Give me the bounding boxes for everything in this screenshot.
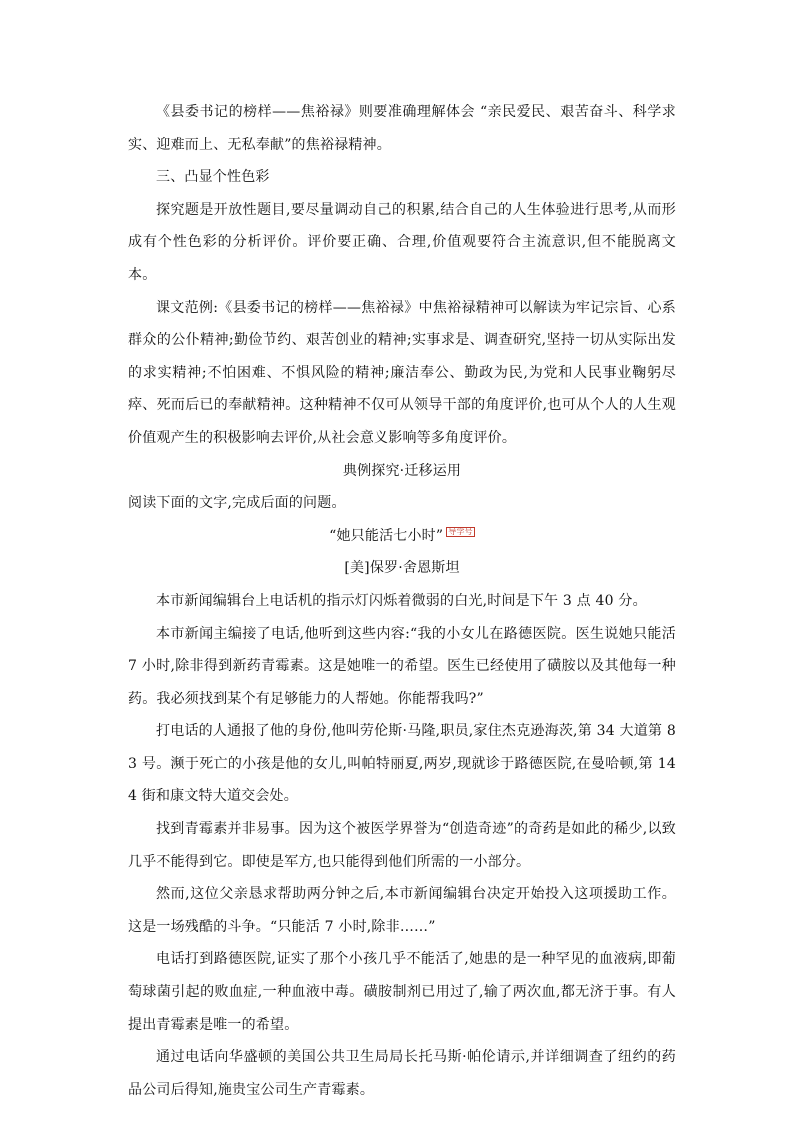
article-paragraph: 通过电话向华盛顿的美国公共卫生局局长托马斯·帕伦请示,并详细调查了纽约的药品公司后得知,施贵宝公司生产青霉素。 [128, 1049, 676, 1098]
article-author: [美]保罗·舍恩斯坦 [344, 560, 460, 577]
article-title: “她只能活七小时” [329, 527, 444, 544]
article-paragraph: 然而,这位父亲恳求帮助两分钟之后,本市新闻编辑台决定开始投入这项援助工作。这是一场残酷的斗争。“只能活 7 小时,除非……” [128, 886, 676, 935]
article-paragraph: 本市新闻主编接了电话,他听到这些内容:“我的小女儿在路德医院。医生说她只能活 7 小时,除非得到新药青霉素。这是她唯一的希望。医生已经使用了磺胺以及其他每一种药。我必须找到某个有足够能力的人帮她。你能帮我吗?” [128, 625, 676, 707]
study-number-mark-icon: 导学号 [448, 527, 473, 537]
article-paragraph: 本市新闻编辑台上电话机的指示灯闪烁着微弱的白光,时间是下午 3 点 40 分。 [156, 592, 647, 609]
intro-paragraph: 《县委书记的榜样——焦裕禄》则要准确理解体会 “亲民爱民、艰苦奋斗、科学求实、迎难而上、无私奉献”的焦裕禄精神。 [128, 104, 676, 153]
article-title-line [128, 520, 676, 553]
article-paragraph: 找到青霉素并非易事。因为这个被医学界誉为“创造奇迹”的奇药是如此的稀少,以致几乎不能得到它。即使是军方,也只能得到他们所需的一小部分。 [128, 821, 676, 870]
method-paragraph: 探究题是开放性题目,要尽量调动自己的积累,结合自己的人生体验进行思考,从而形成有个性色彩的分析评价。评价要正确、合理,价值观要符合主流意识,但不能脱离文本。 [128, 201, 676, 283]
reading-instruction: 阅读下面的文字,完成后面的问题。 [128, 495, 346, 512]
article-paragraph: 电话打到路德医院,证实了那个小孩几乎不能活了,她患的是一种罕见的血液病,即葡萄球菌引起的败血症,一种血液中毒。磺胺制剂已用过了,输了两次血,都无济于事。有人提出青霉素是唯一的希望。 [128, 951, 676, 1033]
example-paragraph: 课文范例:《县委书记的榜样——焦裕禄》中焦裕禄精神可以解读为牢记宗旨、心系群众的公仆精神;勤俭节约、艰苦创业的精神;实事求是、调查研究,坚持一切从实际出发的求实精神;不怕困难、不惧风险的精神;廉洁奉公、勤政为民,为党和人民事业鞠躬尽瘁、死而后已的奉献精神。这种精神不仅可从领导干部的角度评价,也可从个人的人生观价值观产生的积极影响去评价,从社会意义影响等多角度评价。 [128, 299, 676, 446]
document-body [128, 96, 676, 1106]
section-heading-three: 三、凸显个性色彩 [156, 169, 270, 186]
practice-section-heading: 典例探究·迁移运用 [342, 462, 462, 479]
article-paragraph: 打电话的人通报了他的身份,他叫劳伦斯·马隆,职员,家住杰克逊海茨,第 34 大道第 83 号。濒于死亡的小孩是他的女儿,叫帕特丽夏,两岁,现就诊于路德医院,在曼哈顿,第 144 街和康文特大道交会处。 [128, 723, 676, 805]
